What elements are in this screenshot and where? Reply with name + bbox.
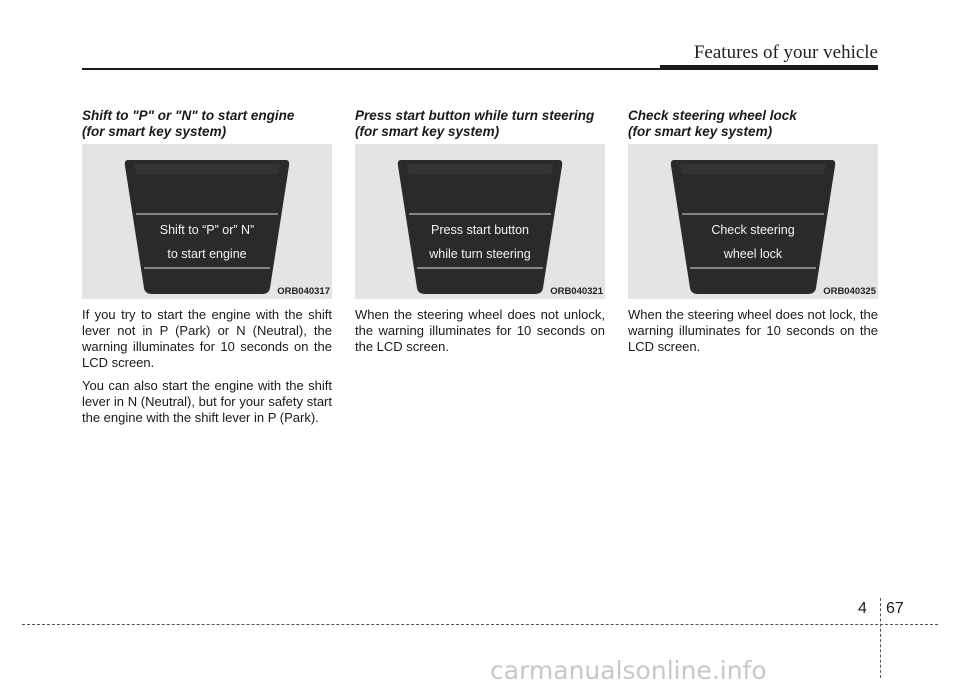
body-paragraph: When the steering wheel does not unlock, the warning illuminates for 10 seconds on the LCD screen.	[355, 307, 605, 354]
watermark: carmanualsonline.info	[490, 656, 767, 685]
section-number: 4	[858, 600, 867, 617]
section-check-steering-wheel-lock	[628, 108, 878, 362]
section-heading	[355, 108, 605, 142]
header-rule-accent	[660, 65, 878, 70]
heading-line: (for smart key system)	[628, 124, 773, 139]
footer-divider	[880, 598, 881, 678]
figure-code: ORB040317	[277, 286, 330, 297]
section-body	[628, 307, 878, 355]
section-press-start-button	[355, 108, 605, 362]
figure-code: ORB040321	[550, 286, 603, 297]
heading-line: (for smart key system)	[82, 124, 227, 139]
lcd-warning-figure	[82, 144, 332, 299]
body-paragraph: If you try to start the engine with the shift lever not in P (Park) or N (Neutral), the warning illuminates for 10 seconds on the LCD screen.	[82, 307, 332, 370]
lcd-line: wheel lock	[723, 247, 783, 261]
section-shift-to-p-or-n	[82, 108, 332, 433]
figure-code: ORB040325	[823, 286, 876, 297]
heading-line: Check steering wheel lock	[628, 108, 797, 123]
page-header-title: Features of your vehicle	[693, 42, 878, 63]
lcd-line: while turn steering	[429, 247, 531, 261]
heading-line: Press start button while turn steering	[355, 108, 595, 123]
body-paragraph: You can also start the engine with the shift lever in N (Neutral), but for your safety start the engine with the shift lever in P (Park).	[82, 378, 332, 425]
footer-rule	[22, 624, 938, 625]
lcd-screen-illustration	[668, 156, 838, 296]
lcd-line: Check steering	[711, 223, 795, 237]
lcd-warning-figure	[355, 144, 605, 299]
heading-line: Shift to "P" or "N" to start engine	[82, 108, 295, 123]
lcd-screen-illustration	[395, 156, 565, 296]
page-number: 67	[886, 600, 904, 617]
section-heading	[628, 108, 878, 142]
lcd-line: to start engine	[167, 247, 247, 261]
lcd-line: Shift to “P” or” N”	[159, 223, 255, 237]
section-body	[82, 307, 332, 426]
section-heading	[82, 108, 332, 142]
body-paragraph: When the steering wheel does not lock, the warning illuminates for 10 seconds on the LCD screen.	[628, 307, 878, 354]
heading-line: (for smart key system)	[355, 124, 500, 139]
lcd-warning-figure	[628, 144, 878, 299]
lcd-line: Press start button	[431, 223, 529, 237]
lcd-screen-illustration	[122, 156, 292, 296]
section-body	[355, 307, 605, 355]
